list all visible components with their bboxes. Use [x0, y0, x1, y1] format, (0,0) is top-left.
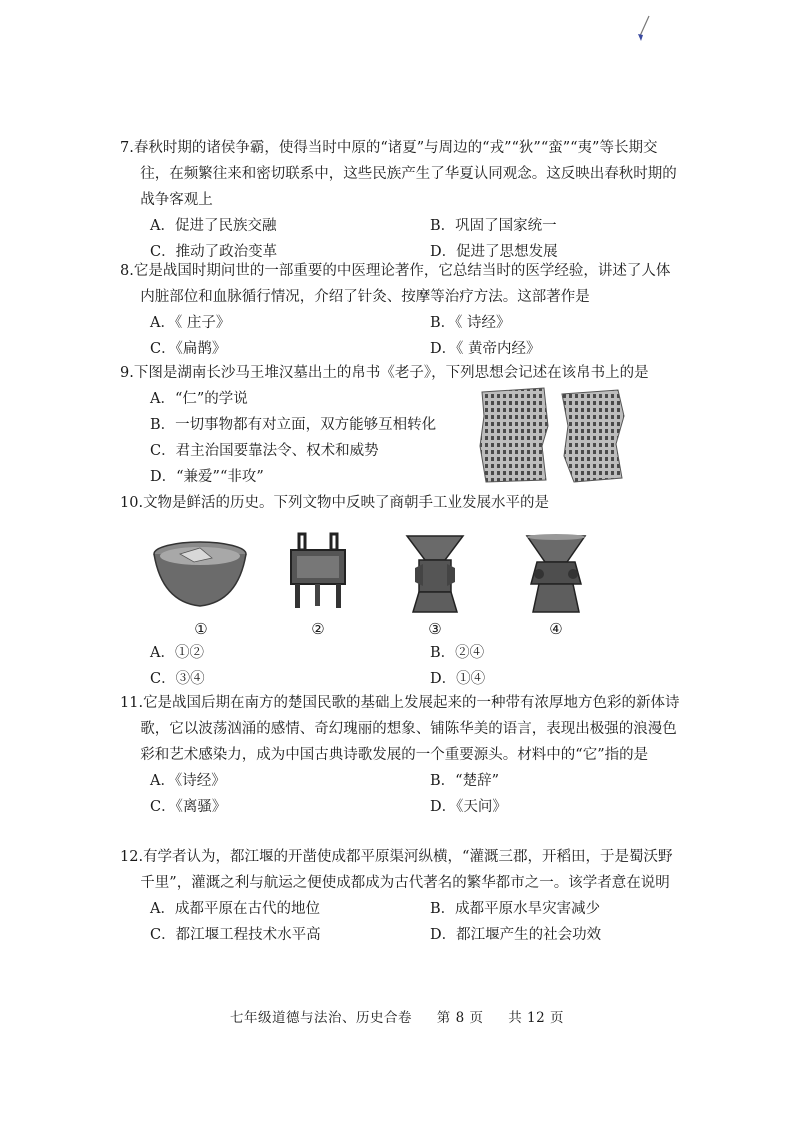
option-d[interactable]: D．《天问》 — [430, 799, 507, 815]
option-c[interactable]: C．③④ — [150, 671, 205, 687]
bronze-zun-image-3 — [405, 532, 465, 614]
question-12 — [120, 844, 680, 948]
option-c[interactable]: C．推动了政治变革 — [150, 244, 278, 260]
question-number: 8. — [120, 263, 134, 279]
option-c[interactable]: C．君主治国要靠法令、权术和威势 — [150, 443, 379, 459]
option-d[interactable]: D．“兼爱”“非攻” — [150, 469, 264, 485]
question-8-stem: 8.它是战国时期问世的一部重要的中医理论著作，它总结当时的医学经验，讲述了人体内脏部位和血脉循行情况，介绍了针灸、按摩等治疗方法。这部著作是 — [120, 263, 671, 305]
question-number: 9. — [120, 365, 134, 381]
option-b[interactable]: B．“楚辞” — [430, 773, 499, 789]
option-b[interactable]: B．《 诗经》 — [430, 315, 511, 331]
question-8 — [120, 258, 680, 362]
pen-mark — [632, 14, 652, 44]
figure-label-2: ② — [311, 620, 325, 638]
question-11-stem: 11.它是战国后期在南方的楚国民歌的基础上发展起来的一种带有浓厚地方色彩的新体诗歌，它以波荡汹涌的感情、奇幻瑰丽的想象、铺陈华美的语言，表现出极强的浪漫色彩和艺术感染力，成为中国古典诗歌发展的一个重要源头。材料中的“它”指的是 — [120, 695, 680, 763]
pottery-bowl-image — [150, 540, 250, 610]
figure-label-1: ① — [194, 620, 208, 638]
question-11-options — [150, 768, 680, 820]
option-c[interactable]: C．都江堰工程技术水平高 — [150, 927, 321, 943]
page-footer — [0, 1006, 794, 1026]
option-b[interactable]: B．一切事物都有对立面，双方能够互相转化 — [150, 417, 437, 433]
option-a[interactable]: A．促进了民族交融 — [150, 218, 277, 234]
option-a[interactable]: A．“仁”的学说 — [150, 391, 248, 407]
option-c[interactable]: C．《扁鹊》 — [150, 341, 227, 357]
option-d[interactable]: D．促进了思想发展 — [430, 244, 558, 260]
question-10-options-wrap — [120, 640, 680, 692]
option-d[interactable]: D．《 黄帝内经》 — [430, 341, 541, 357]
question-number: 10. — [120, 495, 144, 511]
question-number: 12. — [120, 849, 144, 865]
question-11 — [120, 690, 680, 820]
bronze-ding-image — [283, 532, 353, 612]
footer-page-number: 第 8 页 — [436, 1010, 484, 1026]
figure-label-4: ④ — [549, 620, 563, 638]
option-d[interactable]: D．①④ — [430, 671, 486, 687]
option-c[interactable]: C．《离骚》 — [150, 799, 227, 815]
question-12-stem: 12.有学者认为，都江堰的开凿使成都平原渠河纵横，“灌溉三郡，开稻田，于是蜀沃野千里”，灌溉之利与航运之便使成都成为古代著名的繁华都市之一。该学者意在说明 — [120, 849, 673, 891]
question-9-stem: 9.下图是湖南长沙马王堆汉墓出土的帛书《老子》，下列思想会记述在该帛书上的是 — [120, 365, 649, 381]
option-b[interactable]: B．②④ — [430, 645, 485, 661]
option-b[interactable]: B．巩固了国家统一 — [430, 218, 557, 234]
footer-exam-title: 七年级道德与法治、历史合卷 — [229, 1010, 412, 1026]
question-10-options — [150, 640, 680, 692]
silk-manuscript-image — [478, 386, 628, 484]
question-7 — [120, 135, 680, 265]
option-a[interactable]: A．《诗经》 — [150, 773, 226, 789]
question-number: 7. — [120, 140, 134, 156]
option-a[interactable]: A．《 庄子》 — [150, 315, 231, 331]
footer-total-pages: 共 12 页 — [508, 1010, 565, 1026]
question-10 — [120, 490, 680, 516]
question-12-options — [150, 896, 680, 948]
option-b[interactable]: B．成都平原水旱灾害减少 — [430, 901, 601, 917]
figure-label-3: ③ — [428, 620, 442, 638]
question-10-stem: 10.文物是鲜活的历史。下列文物中反映了商朝手工业发展水平的是 — [120, 495, 550, 511]
bronze-zun-image-4 — [525, 532, 587, 614]
option-d[interactable]: D．都江堰产生的社会功效 — [430, 927, 602, 943]
question-number: 11. — [120, 695, 144, 711]
question-8-options — [150, 310, 680, 362]
option-a[interactable]: A．①② — [150, 645, 204, 661]
option-a[interactable]: A．成都平原在古代的地位 — [150, 901, 320, 917]
question-7-stem: 7.春秋时期的诸侯争霸，使得当时中原的“诸夏”与周边的“戎”“狄”“蛮”“夷”等长期交往，在频繁往来和密切联系中，这些民族产生了华夏认同观念。这反映出春秋时期的战争客观上 — [120, 140, 677, 208]
